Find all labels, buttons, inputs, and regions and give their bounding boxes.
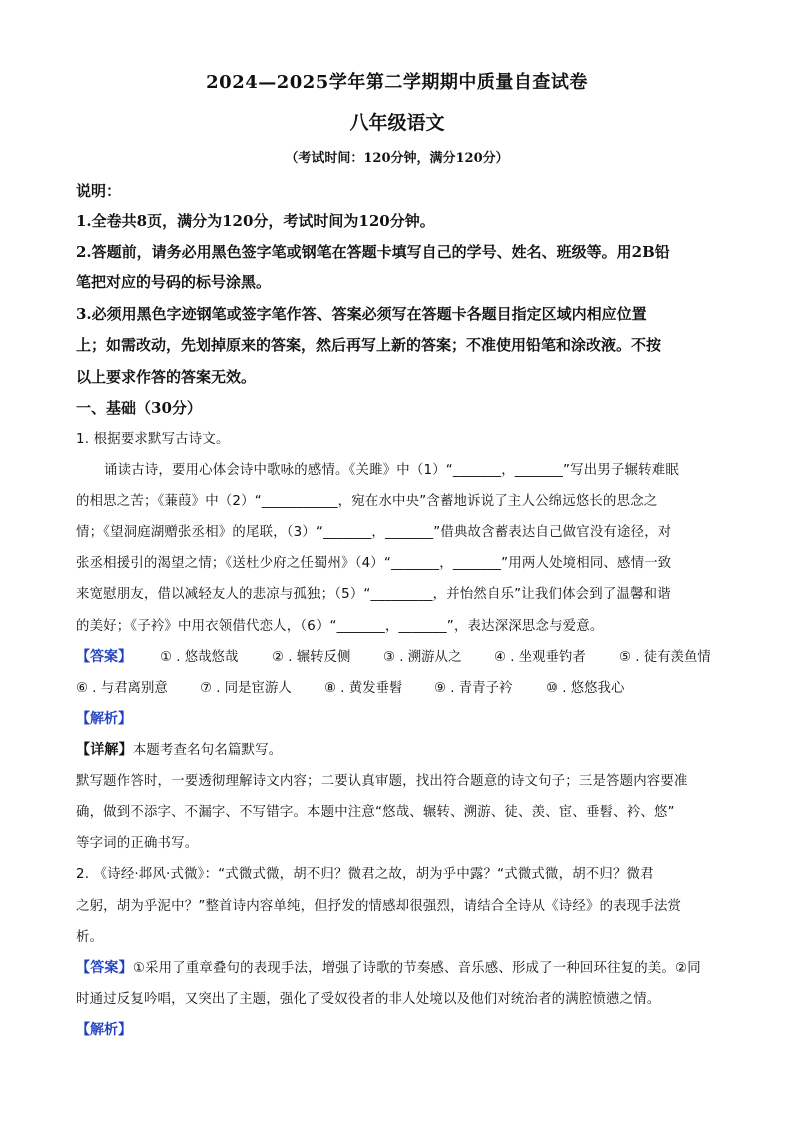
answer-tag: 【答案】: [76, 649, 132, 665]
instruction-line: 笔把对应的号码的标号涂黑。: [76, 273, 272, 291]
answer-tag: 【答案】: [76, 960, 133, 976]
exam-info: （考试时间：120分钟，满分120分）: [285, 151, 509, 166]
question-1-answers-row: [76, 646, 736, 668]
detail-tag: 【详解】: [76, 742, 133, 758]
question-2-line: 析。: [76, 930, 104, 945]
answer-item: ⑥ . 与君离别意: [76, 681, 168, 696]
answer-item: ④ . 坐观垂钓者: [494, 650, 586, 665]
question-2-answer-line: [76, 957, 726, 977]
instructions-heading: 说明：: [76, 182, 122, 200]
question-1-line: 的相思之苦；《蒹葭》中（2）“___________，宛在水中央”含蓄地诉说了主人公绵远悠长的思念之: [76, 494, 658, 509]
detail-line: [76, 739, 726, 759]
question-2-answer-line: 时通过反复吟唱，又突出了主题，强化了受奴役者的非人处境以及他们对统治者的满腔愤懑之情。: [76, 992, 661, 1007]
detail-body-line: 确，做到不添字、不漏字、不写错字。本题中注意“悠哉、辗转、溯游、徒、羡、宦、垂髫、衿、悠”: [76, 805, 675, 820]
instruction-line: 以上要求作答的答案无效。: [76, 368, 257, 386]
exam-title: 2024—2025学年第二学期期中质量自查试卷: [206, 72, 588, 93]
detail-body-line: 默写题作答时，一要透彻理解诗文内容；二要认真审题，找出符合题意的诗文句子；三是答题内容要准: [76, 774, 688, 789]
instruction-line: 3.必须用黑色字迹钢笔或签字笔作答、答案必须写在答题卡各题目指定区域内相应位置: [76, 305, 647, 323]
answer-item: ⑩ . 悠悠我心: [546, 681, 625, 696]
analysis-tag: 【解析】: [76, 1022, 132, 1038]
question-2-line: 之躬，胡为乎泥中？”整首诗内容单纯，但抒发的情感却很强烈，请结合全诗从《诗经》的表现手法赏: [76, 899, 682, 914]
question-2-line: 2. 《诗经·邶风·式微》：“式微式微，胡不归？微君之故，胡为乎中露？“式微式微，胡不归？微君: [76, 867, 654, 882]
exam-subtitle: 八年级语文: [349, 112, 445, 134]
answer-item: ⑧ . 黄发垂髫: [324, 681, 403, 696]
question-1-line: 来宽慰朋友，借以减轻友人的悲凉与孤独；（5）“_________，并怡然自乐”让我们体会到了温馨和谐: [76, 587, 671, 602]
instruction-line: 2.答题前，请务必用黑色签字笔或钢笔在答题卡填写自己的学号、姓名、班级等。用2B铅: [76, 243, 670, 261]
analysis-tag: 【解析】: [76, 711, 132, 727]
question-1-answers-row: [76, 677, 736, 699]
answer-item: ② . 辗转反侧: [272, 650, 351, 665]
answer-item: ① . 悠哉悠哉: [160, 650, 239, 665]
question-1-prompt: 1. 根据要求默写古诗文。: [76, 432, 230, 447]
question-1-line: 情；《望洞庭湖赠张丞相》的尾联，（3）“_______，_______”借典故含蓄表达自己做官没有途径，对: [76, 525, 672, 540]
question-1-line: 的美好；《子衿》中用衣领借代恋人，（6）“_______，_______”，表达深深思念与爱意。: [76, 619, 604, 634]
section-heading: 一、基础（30分）: [76, 399, 202, 417]
detail-text: 本题考查名句名篇默写。: [132, 743, 283, 758]
instruction-line: 上；如需改动，先划掉原来的答案，然后再写上新的答案；不准使用铅笔和涂改液。不按: [76, 336, 662, 354]
answer-item: ③ . 溯游从之: [383, 650, 462, 665]
question-1-line: 诵读古诗，要用心体会诗中歌咏的感情。《关雎》中（1）“_______，_______”写出男子辗转难眠: [104, 463, 679, 478]
instruction-line: 1.全卷共8页，满分为120分，考试时间为120分钟。: [76, 212, 435, 230]
question-1-line: 张丞相援引的渴望之情；《送杜少府之任蜀州》（4）“_______，_______”用两人处境相同、感情一致: [76, 556, 672, 571]
answer-item: ⑤ . 徒有羡鱼情: [619, 650, 711, 665]
answer-item: ⑦ . 同是宦游人: [200, 681, 292, 696]
answer-item: ⑨ . 青青子衿: [434, 681, 513, 696]
answer-text: ①采用了重章叠句的表现手法，增强了诗歌的节奏感、音乐感、形成了一种回环往复的美。②同: [132, 961, 701, 976]
detail-body-line: 等字词的正确书写。: [76, 836, 199, 851]
